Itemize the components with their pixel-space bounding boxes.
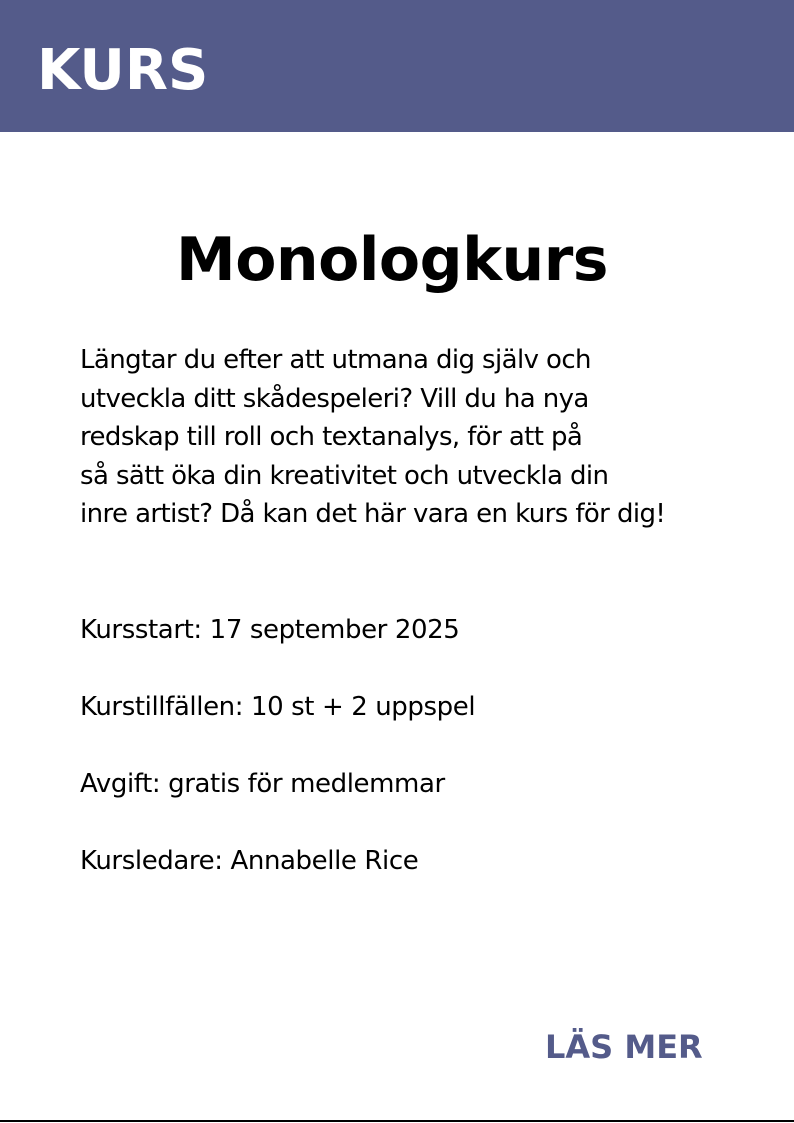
bottom-divider: [0, 1120, 794, 1122]
page-title: Monologkurs: [175, 225, 609, 295]
intro-line: inre artist? Då kan det här vara en kurs för dig!: [80, 499, 666, 529]
detail-instructor: [80, 842, 760, 880]
intro-line: redskap till roll och textanalys, för att på: [80, 422, 583, 452]
detail-label: Avgift:: [80, 769, 161, 799]
detail-label: Kursledare:: [80, 846, 223, 876]
detail-value: 10 st + 2 uppspel: [250, 692, 476, 722]
detail-label: Kurstillfällen:: [80, 692, 244, 722]
detail-fee: [80, 765, 760, 803]
detail-label: Kursstart:: [80, 615, 202, 645]
intro-line: utveckla ditt skådespeleri? Vill du ha nya: [80, 383, 589, 414]
intro-line: Längtar du efter att utmana dig själv och: [80, 345, 591, 375]
detail-value: gratis för medlemmar: [168, 769, 445, 799]
intro-line: så sätt öka din kreativitet och utveckla din: [80, 460, 609, 491]
detail-value: 17 september 2025: [209, 615, 460, 645]
header-banner: [0, 0, 794, 132]
read-more-link[interactable]: LÄS MER: [545, 1028, 703, 1066]
detail-value: Annabelle Rice: [230, 846, 419, 876]
category-label: KURS: [37, 38, 209, 103]
course-details: [80, 611, 760, 919]
detail-sessions: [80, 688, 760, 726]
detail-course-start: [80, 611, 760, 649]
intro-paragraph: [80, 341, 780, 534]
